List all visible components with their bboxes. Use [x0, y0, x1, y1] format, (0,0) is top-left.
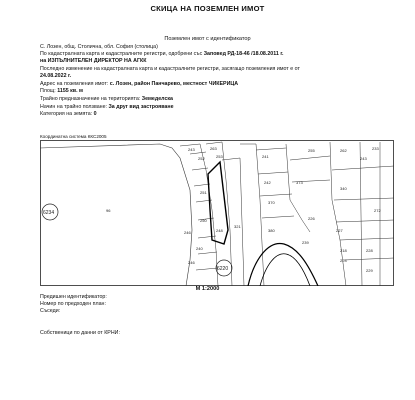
last-change-date: 24.08.2022 г. — [40, 73, 72, 79]
parcel-label: 224 — [340, 258, 347, 263]
parcel-label: 248 — [216, 228, 223, 233]
neighbors-label: Съседи: — [40, 308, 61, 314]
parcel-label: 239 — [302, 240, 309, 245]
parcel-label: 380 — [268, 228, 275, 233]
parcel-label: 272 — [374, 208, 381, 213]
document-subtitle: Поземлен имот с идентификатор — [164, 36, 251, 42]
document-title: СКИЦА НА ПОЗЕМЛЕН ИМОТ — [150, 4, 265, 13]
cadastral-map — [40, 140, 394, 286]
parcel-label: 227 — [336, 228, 343, 233]
category-value: 0 — [93, 111, 97, 117]
previous-plan-number: Номер по предходен план: — [40, 301, 106, 307]
location-line: С. Лозен, общ. Столична, обл. София (столица) — [40, 44, 158, 50]
parcel-label: 246 — [184, 230, 191, 235]
parcel-label: 263 — [210, 146, 217, 151]
parcel-label: 373 — [296, 180, 303, 185]
parcel-boundaries — [180, 142, 394, 286]
order-reference: Заповед РД-18-46 /18.08.2011 г. — [203, 51, 284, 57]
authority-line: на ИЗПЪЛНИТЕЛЕН ДИРЕКТОР НА АГКК — [40, 58, 147, 64]
parcel-label: 233 — [372, 146, 379, 151]
parcel-label: 246 — [188, 260, 195, 265]
parcel-label: 218 — [340, 248, 347, 253]
parcel-label: 251 — [200, 190, 207, 195]
circle-label-6234: 6234 — [43, 210, 55, 216]
usage-value: За друг вид застрояване — [108, 104, 174, 110]
parcel-label: 250 — [200, 218, 207, 223]
approval-line: По кадастралната карта и кадастралните регистри, одобрени със Заповед РД-18-46 /18.08.2011 г. — [40, 51, 284, 57]
parcel-label: 243 — [188, 147, 195, 152]
cadastral-map-svg — [40, 140, 394, 286]
parcel-label: 241 — [262, 154, 269, 159]
coordinate-system-caption: Координатна система ККС2005 — [40, 134, 107, 139]
previous-identifier: Предишен идентификатор: — [40, 294, 107, 300]
left-boundary-line — [40, 144, 192, 286]
parcel-label: 255 — [308, 148, 315, 153]
parcel-label: 370 — [268, 200, 275, 205]
parcel-label: 240 — [196, 246, 203, 251]
parcel-96-label: 96 — [106, 208, 111, 213]
parcel-label: 253 — [216, 154, 223, 159]
parcel-label: 321 — [234, 224, 241, 229]
parcel-label: 340 — [340, 186, 347, 191]
map-scale: М 1:2000 — [195, 286, 220, 292]
address-value: с. Лозен, район Панчарево, местност ЧИКЕРИЦА — [109, 81, 239, 87]
parcel-label: 228 — [366, 248, 373, 253]
owners-label: Собственици по данни от КРНИ: — [40, 330, 120, 336]
parcel-label: 229 — [366, 268, 373, 273]
usage-line: Начин на трайно ползване: За друг вид застрояване — [40, 104, 174, 110]
parcel-label: 226 — [308, 216, 315, 221]
circle-label-6220: 6220 — [217, 266, 229, 272]
last-change-line: Последно изменение на кадастралната карта и кадастралните регистри, засягащо поземления имот е от — [40, 66, 300, 72]
purpose-value: Земеделска — [141, 96, 173, 102]
category-line: Категория на земята: 0 — [40, 111, 97, 117]
purpose-line: Трайно предназначение на територията: Земеделска — [40, 96, 173, 102]
address-line: Адрес на поземления имот: с. Лозен, район Панчарево, местност ЧИКЕРИЦА — [40, 81, 239, 87]
parcel-label: 243 — [360, 156, 367, 161]
parcel-label: 252 — [198, 156, 205, 161]
area-line: Площ: 1155 кв. м — [40, 88, 83, 94]
area-value: 1155 кв. м — [57, 88, 83, 94]
parcel-label: 262 — [340, 148, 347, 153]
parcel-label: 242 — [264, 180, 271, 185]
